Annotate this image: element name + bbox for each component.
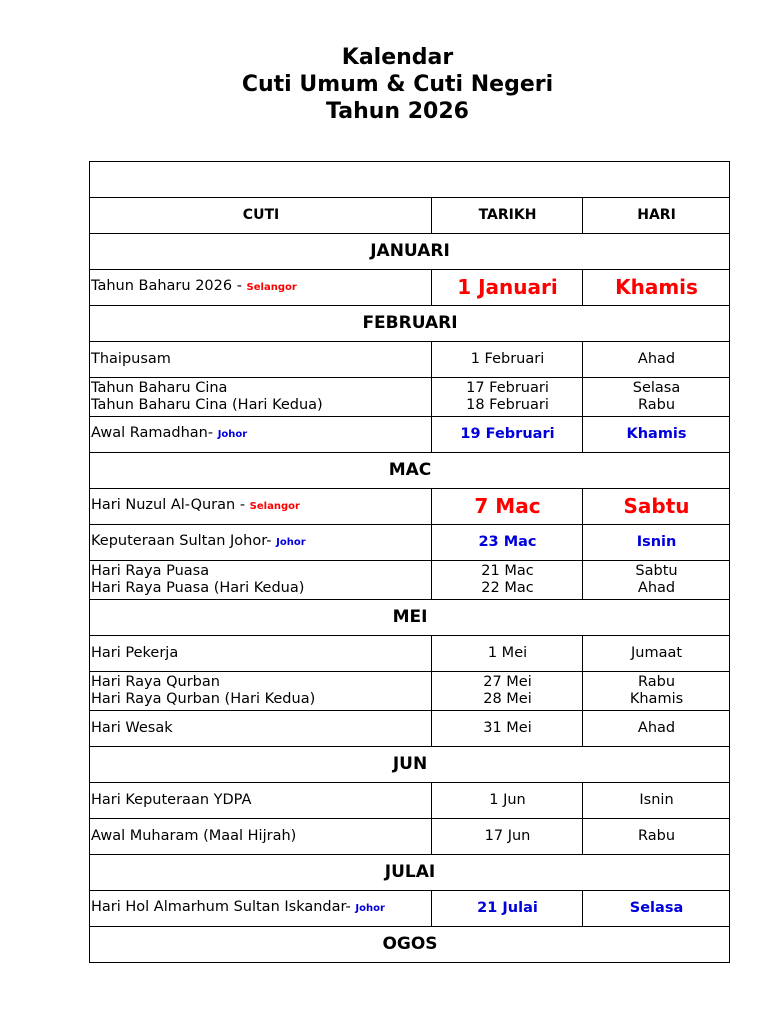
table-row (90, 378, 730, 417)
holiday-day: Khamis (583, 270, 730, 306)
holiday-name: Hari Wesak (90, 711, 432, 747)
holiday-date (432, 672, 583, 711)
holiday-day: Ahad (583, 342, 730, 378)
holiday-date: 1 Mei (432, 636, 583, 672)
state-tag-johor: Johor (217, 429, 248, 441)
holiday-name: Thaipusam (90, 342, 432, 378)
table-row (90, 525, 730, 561)
table-row (90, 672, 730, 711)
holiday-name-text: Hari Hol Almarhum Sultan Iskandar- (91, 899, 356, 916)
holiday-date-line-2: 18 Februari (466, 397, 549, 413)
table-row (90, 342, 730, 378)
holiday-date-line-1: 17 Februari (466, 379, 549, 396)
month-row-julai (90, 855, 730, 891)
holiday-name-line-2: Tahun Baharu Cina (Hari Kedua) (91, 397, 323, 413)
holiday-day-line-1: Selasa (632, 379, 681, 396)
holiday-name: Hari Pekerja (90, 636, 432, 672)
holiday-day: Khamis (583, 417, 730, 453)
month-row-mac (90, 453, 730, 489)
holiday-day (583, 672, 730, 711)
holiday-day: Sabtu (583, 489, 730, 525)
holiday-date: 7 Mac (432, 489, 583, 525)
table-row (90, 891, 730, 927)
holiday-name (90, 672, 432, 711)
holiday-name (90, 525, 432, 561)
holiday-name: Hari Keputeraan YDPA (90, 783, 432, 819)
month-ogos: OGOS (90, 927, 730, 963)
state-tag-selangor: Selangor (249, 501, 300, 513)
header-cuti: CUTI (90, 198, 432, 234)
holiday-date: 17 Jun (432, 819, 583, 855)
month-jun: JUN (90, 747, 730, 783)
holiday-day-line-2: Khamis (629, 691, 684, 707)
state-tag-johor: Johor (276, 537, 306, 549)
holiday-table (89, 161, 730, 963)
holiday-date: 23 Mac (432, 525, 583, 561)
holiday-day: Selasa (583, 891, 730, 927)
month-januari: JANUARI (90, 234, 730, 270)
holiday-day-line-2: Rabu (637, 397, 676, 413)
holiday-day (583, 378, 730, 417)
holiday-name (90, 270, 432, 306)
holiday-name (90, 489, 432, 525)
table-row (90, 711, 730, 747)
holiday-name-text: Awal Ramadhan- (91, 425, 218, 442)
holiday-date: 1 Februari (432, 342, 583, 378)
table-row (90, 819, 730, 855)
holiday-day: Ahad (583, 711, 730, 747)
month-row-jun (90, 747, 730, 783)
holiday-date: 31 Mei (432, 711, 583, 747)
header-tarikh: TARIKH (432, 198, 583, 234)
month-row-januari (90, 234, 730, 270)
holiday-day (583, 561, 730, 600)
holiday-date: 1 Jun (432, 783, 583, 819)
header-hari: HARI (583, 198, 730, 234)
holiday-name (90, 417, 432, 453)
holiday-day-line-1: Sabtu (635, 562, 678, 579)
month-mei: MEI (90, 600, 730, 636)
table-row (90, 270, 730, 306)
month-row-ogos (90, 927, 730, 963)
blank-row (90, 162, 730, 198)
holiday-date-line-2: 22 Mac (481, 580, 534, 596)
holiday-name-text: Keputeraan Sultan Johor- (91, 533, 277, 550)
holiday-name-line-2: Hari Raya Puasa (Hari Kedua) (91, 580, 305, 596)
table-row (90, 561, 730, 600)
holiday-name (90, 891, 432, 927)
holiday-name: Awal Muharam (Maal Hijrah) (90, 819, 432, 855)
holiday-date (432, 378, 583, 417)
holiday-name-line-2: Hari Raya Qurban (Hari Kedua) (91, 691, 316, 707)
month-row-mei (90, 600, 730, 636)
title-line-2: Cuti Umum & Cuti Negeri (241, 72, 554, 97)
title-line-1: Kalendar (341, 45, 454, 70)
holiday-day-line-1: Rabu (637, 673, 676, 690)
holiday-name-text: Hari Nuzul Al-Quran - (91, 497, 250, 514)
state-tag-johor: Johor (355, 903, 385, 915)
title-line-3: Tahun 2026 (326, 99, 469, 124)
holiday-name-line-1: Hari Raya Puasa (91, 562, 210, 579)
month-julai: JULAI (90, 855, 730, 891)
state-tag-selangor: Selangor (246, 282, 297, 294)
holiday-day: Rabu (583, 819, 730, 855)
holiday-day: Isnin (583, 783, 730, 819)
holiday-date-line-1: 21 Mac (481, 562, 534, 579)
holiday-day: Jumaat (583, 636, 730, 672)
table-row (90, 636, 730, 672)
table-row (90, 783, 730, 819)
holiday-name-text: Tahun Baharu 2026 - (91, 278, 247, 295)
holiday-date: 19 Februari (432, 417, 583, 453)
month-mac: MAC (90, 453, 730, 489)
holiday-day: Isnin (583, 525, 730, 561)
month-row-februari (90, 306, 730, 342)
holiday-name (90, 561, 432, 600)
blank-cell (90, 162, 730, 198)
table-row (90, 417, 730, 453)
holiday-date (432, 561, 583, 600)
holiday-name-line-1: Hari Raya Qurban (91, 673, 220, 690)
month-februari: FEBRUARI (90, 306, 730, 342)
header-row (90, 198, 730, 234)
table-row (90, 489, 730, 525)
page-title (0, 44, 768, 125)
holiday-name (90, 378, 432, 417)
holiday-date-line-1: 27 Mei (483, 673, 532, 690)
holiday-day-line-2: Ahad (637, 580, 676, 596)
holiday-name-line-1: Tahun Baharu Cina (91, 379, 228, 396)
holiday-date: 1 Januari (432, 270, 583, 306)
holiday-date: 21 Julai (432, 891, 583, 927)
holiday-date-line-2: 28 Mei (483, 691, 532, 707)
